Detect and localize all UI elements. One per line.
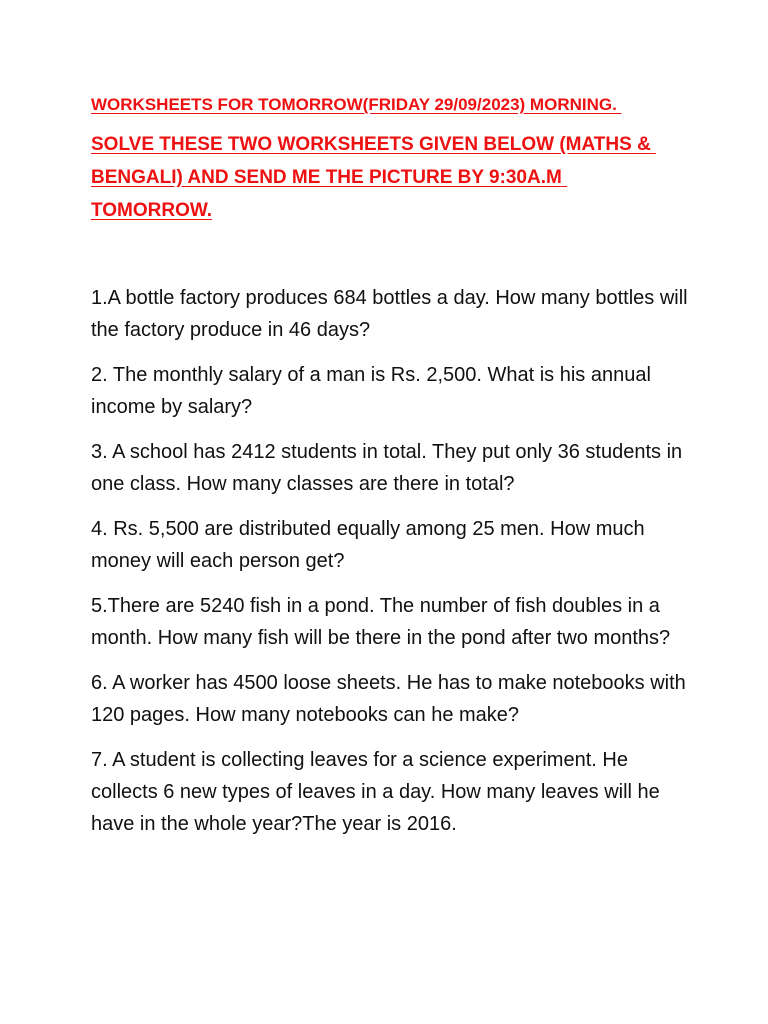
question-6: 6. A worker has 4500 loose sheets. He has to make notebooks with 120 pages. How many notebooks can he make?: [91, 672, 686, 726]
question-list: [91, 282, 698, 840]
question-3: 3. A school has 2412 students in total. They put only 36 students in one class. How many classes are there in total?: [91, 441, 683, 495]
question-5: 5.There are 5240 fish in a pond. The number of fish doubles in a month. How many fish will be there in the pond after two months?: [91, 595, 671, 649]
question-2: 2. The monthly salary of a man is Rs. 2,500. What is his annual income by salary?: [91, 364, 651, 418]
question-1: 1.A bottle factory produces 684 bottles a day. How many bottles will the factory produce in 46 days?: [91, 287, 688, 341]
question-7: 7. A student is collecting leaves for a science experiment. He collects 6 new types of leaves in a day. How many leaves will he have in the whole year?The year is 2016.: [91, 749, 660, 835]
instruction-heading: SOLVE THESE TWO WORKSHEETS GIVEN BELOW (MATHS & BENGALI) AND SEND ME THE PICTURE BY 9:30A.M TOMORROW.: [91, 134, 657, 221]
question-4: 4. Rs. 5,500 are distributed equally among 25 men. How much money will each person get?: [91, 518, 645, 572]
worksheet-date-heading: WORKSHEETS FOR TOMORROW(FRIDAY 29/09/2023) MORNING.: [91, 95, 622, 114]
